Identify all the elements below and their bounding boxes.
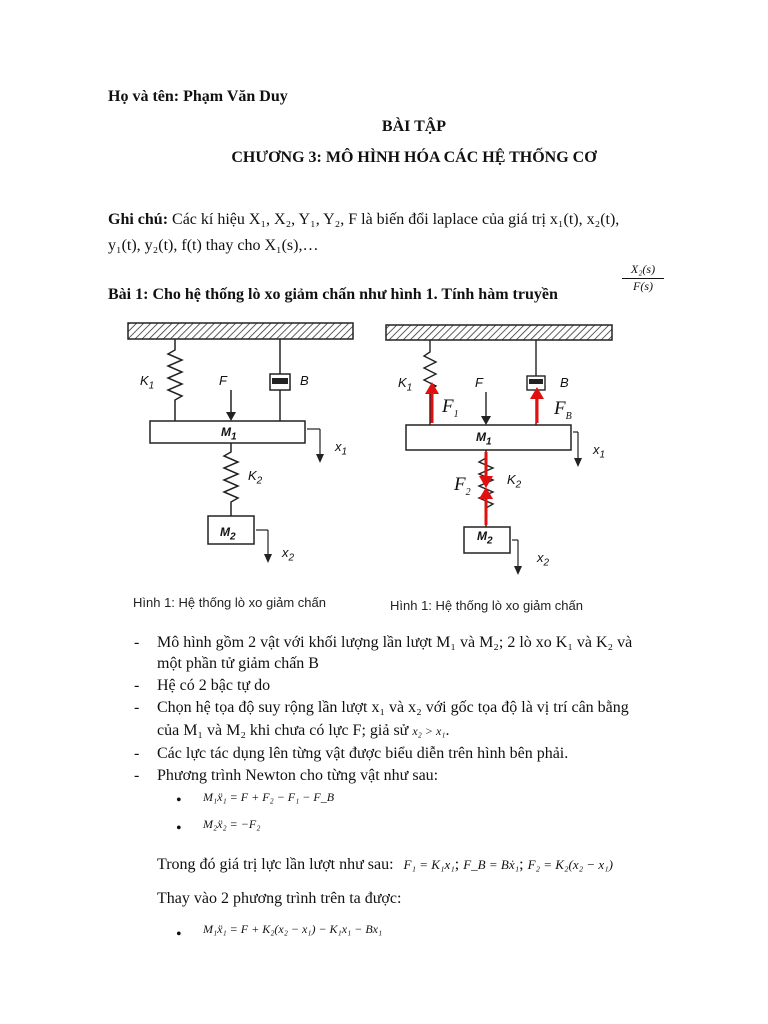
bullet-2: Hệ có 2 bậc tự do xyxy=(157,677,271,694)
eq-bullet-1: • xyxy=(176,792,182,809)
force-f1: F₁ = K₁x₁ xyxy=(403,857,455,872)
right-label-f1: $F_1$ xyxy=(442,396,459,420)
right-label-x2: $x_2$ xyxy=(537,550,550,569)
tf-numerator: X₂(s) xyxy=(622,262,664,279)
forces-line: Trong đó giá trị lực lần lượt như sau: F₁ = K₁x₁; F_B = Bẋ₁; F₂ = K₂(x₂ − x₁) xyxy=(157,856,613,873)
spring-k2 xyxy=(224,443,238,516)
right-label-fb: $F_B$ xyxy=(554,398,572,422)
transfer-function xyxy=(622,262,664,294)
tf-denominator: F(s) xyxy=(633,279,653,293)
left-label-m1: $M_1$ xyxy=(221,425,237,443)
left-label-x1: $x_1$ xyxy=(335,439,348,458)
right-label-k1: $K_1$ xyxy=(398,375,413,394)
note-text-1: Các kí hiệu X₁, X₂, Y₁, Y₂, F là biến đổi laplace của giá trị x₁(t), x₂(t), xyxy=(172,211,620,228)
right-label-k2: $K_2$ xyxy=(507,472,522,491)
right-label-b: B xyxy=(560,375,569,390)
spring-k1 xyxy=(424,340,436,425)
left-caption: Hình 1: Hệ thống lò xo giảm chấn xyxy=(133,595,326,610)
eq-bullet-3: • xyxy=(176,926,182,943)
problem-statement: Bài 1: Cho hệ thống lò xo giảm chấn như hình 1. Tính hàm truyền xyxy=(108,286,558,303)
equation-3: M₁ẍ₁ = F + K₂(x₂ − x₁) − K₁x₁ − Bx₁ xyxy=(203,922,383,936)
bullet-1-line-1: Mô hình gồm 2 vật với khối lượng lần lượt M₁ và M₂; 2 lò xo K₁ và K₂ và xyxy=(157,634,633,651)
dash-2: - xyxy=(134,677,140,694)
bullet-3-line-1: Chọn hệ tọa độ suy rộng lần lượt x₁ và x₂ với gốc tọa độ là vị trí cân bằng xyxy=(157,699,629,716)
doc-title: BÀI TẬP xyxy=(381,118,447,135)
right-label-f2: $F_2$ xyxy=(454,474,471,498)
equation-1: M₁ẍ₁ = F + F₂ − F₁ − F_B xyxy=(203,790,335,804)
assumption-eq: x₂ > x₁ xyxy=(412,724,446,738)
force-fb: F_B = Bẋ₁ xyxy=(463,857,520,872)
bullet-1-line-2: một phần tử giảm chấn B xyxy=(157,655,319,672)
right-label-x1: $x_1$ xyxy=(593,442,606,461)
left-label-m2: $M_2$ xyxy=(220,525,236,543)
right-label-f: F xyxy=(475,375,483,390)
right-caption: Hình 1: Hệ thống lò xo giảm chấn xyxy=(390,598,583,613)
dash-1: - xyxy=(134,634,140,651)
right-label-m1: $M_1$ xyxy=(476,430,492,448)
eq-bullet-2: • xyxy=(176,820,182,837)
force-f2: F₂ = K₂(x₂ − x₁) xyxy=(527,857,613,872)
chapter-title: CHƯƠNG 3: MÔ HÌNH HÓA CÁC HỆ THỐNG CƠ xyxy=(231,149,597,166)
left-label-f: F xyxy=(219,373,227,388)
note-label: Ghi chú: xyxy=(108,211,169,228)
left-label-x2: $x_2$ xyxy=(282,545,295,564)
note-line-1 xyxy=(108,210,619,230)
equation-2: M₂ẍ₂ = −F₂ xyxy=(203,817,261,831)
spring-k1 xyxy=(168,339,182,421)
ceiling-hatch xyxy=(128,323,353,339)
note-line-2: y₁(t), y₂(t), f(t) thay cho X₁(s),… xyxy=(108,237,319,254)
bullet-4: Các lực tác dụng lên từng vật được biểu diễn trên hình bên phải. xyxy=(157,745,569,762)
ceiling-hatch xyxy=(386,325,612,340)
left-label-b: B xyxy=(300,373,309,388)
left-label-k2: $K_2$ xyxy=(248,468,263,487)
dash-3: - xyxy=(134,699,140,716)
dash-4: - xyxy=(134,745,140,762)
left-label-k1: $K_1$ xyxy=(140,373,155,392)
dash-5: - xyxy=(134,767,140,784)
right-label-m2: $M_2$ xyxy=(477,529,493,547)
substitution-line: Thay vào 2 phương trình trên ta được: xyxy=(157,890,402,907)
bullet-3-line-2: của M₁ và M₂ khi chưa có lực F; giả sử x₂ > x₁. xyxy=(157,722,450,739)
student-name: Họ và tên: Phạm Văn Duy xyxy=(108,88,288,105)
bullet-5: Phương trình Newton cho từng vật như sau: xyxy=(157,767,439,784)
